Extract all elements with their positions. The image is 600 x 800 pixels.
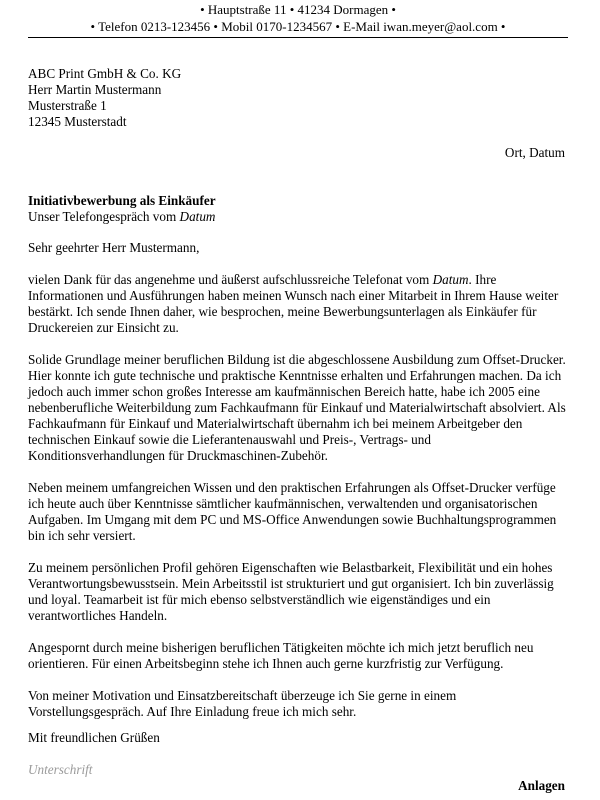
- salutation: Sehr geehrter Herr Mustermann,: [28, 240, 200, 255]
- subject-reference-prefix: Unser Telefongespräch vom: [28, 209, 180, 224]
- subject-reference: [28, 209, 568, 225]
- paragraph-interview: Von meiner Motivation und Einsatzbereitschaft überzeuge ich Sie gerne in einem Vorstellungsgespräch. Auf Ihre Einladung freue ich mich sehr.: [28, 688, 457, 719]
- sender-header: [28, 1, 568, 35]
- signature-placeholder: Unterschrift: [28, 762, 93, 777]
- paragraph-profile: Zu meinem persönlichen Profil gehören Eigenschaften wie Belastbarkeit, Flexibilität und ein hohes Verantwortungsbewusstsein. Mein Arbeitsstil ist strukturiert und gut organisiert. Ich bin zuverlässig und loyal. Teamarbeit ist für mich ebenso selbstverständlich wie eigenständiges und ein verantwortliches Handeln.: [28, 560, 554, 623]
- sender-address-line: • Hauptstraße 11 • 41234 Dormagen •: [200, 2, 396, 17]
- recipient-address: [28, 66, 428, 130]
- closing: Mit freundlichen Grüßen: [28, 730, 160, 745]
- paragraph-education: Solide Grundlage meiner beruflichen Bildung ist die abgeschlossene Ausbildung zum Offset-Drucker. Hier konnte ich gute technische und praktische Kenntnisse erhalten und Erfahrungen machen. Da ich jedoch auch immer schon großes Interesse am kaufmännischen Bereich hatte, habe ich 2005 eine nebenberufliche Weiterbildung zum Fachkaufmann für Einkauf und Materialwirtschaft absolviert. Als Fachkaufmann für Einkauf und Materialwirtschaft übernahm ich bei meinem Arbeitgeber den technischen Einkauf sowie die Lieferantenauswahl und Preis-, Vertrags- und Konditionsverhandlungen für Druckmaschinen-Zubehör.: [28, 352, 566, 463]
- paragraph-intro-end: . Ihre Informationen und Ausführungen haben meinen Wunsch nach einer Mitarbeit in Ihrem Hause weiter bestärkt. Ich sende Ihnen daher, wie besprochen, meine Bewerbungsunterlagen als Einkäufer für Druckereien zur Einsicht zu.: [28, 272, 559, 335]
- recipient-street: Musterstraße 1: [28, 98, 107, 113]
- subject-title: Initiativbewerbung als Einkäufer: [28, 193, 216, 208]
- paragraph-intro: [28, 272, 568, 336]
- place-date: Ort, Datum: [504, 145, 565, 160]
- letter-body: [28, 240, 568, 736]
- paragraph-intro-date: Datum: [432, 272, 469, 287]
- paragraph-intro-start: vielen Dank für das angenehme und äußerst aufschlussreiche Telefonat vom: [28, 272, 433, 287]
- paragraph-skills: Neben meinem umfangreichen Wissen und den praktischen Erfahrungen als Offset-Drucker verfüge ich heute auch über Kenntnisse sämtlicher kaufmännischen, verwaltenden und organisatorischen Aufgaben. Im Umgang mit dem PC und MS-Office Anwendungen sowie Buchhaltungsprogrammen bin ich sehr versiert.: [28, 480, 557, 543]
- recipient-person: Herr Martin Mustermann: [28, 82, 162, 97]
- subject-block: [28, 193, 568, 225]
- header-divider: [28, 37, 568, 38]
- paragraph-motivation: Angespornt durch meine bisherigen beruflichen Tätigkeiten möchte ich mich jetzt beruflich neu orientieren. Für einen Arbeitsbeginn stehe ich Ihnen auch gerne kurzfristig zur Verfügung.: [28, 640, 534, 671]
- recipient-company: ABC Print GmbH & Co. KG: [28, 66, 182, 81]
- sender-contact-line: • Telefon 0213-123456 • Mobil 0170-1234567 • E-Mail iwan.meyer@aol.com •: [90, 19, 506, 34]
- enclosures-label: Anlagen: [518, 778, 565, 793]
- recipient-city: 12345 Musterstadt: [28, 114, 127, 129]
- subject-reference-date: Datum: [179, 209, 216, 224]
